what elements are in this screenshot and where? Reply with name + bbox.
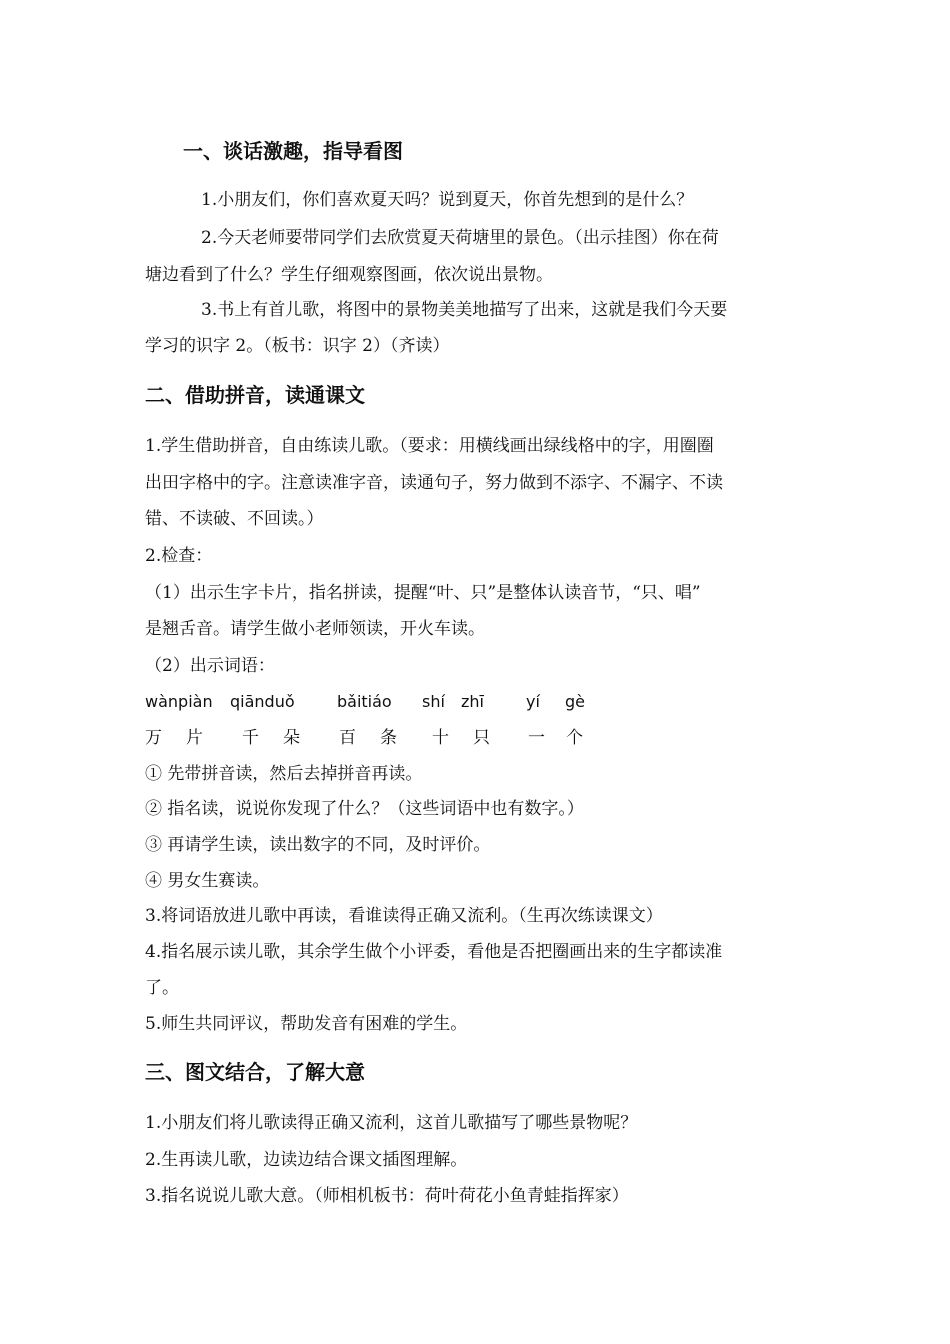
- section3-line-1: 1.小朋友们将儿歌读得正确又流利，这首儿歌描写了哪些景物呢？: [145, 1113, 638, 1133]
- section2-line-8: 3.将词语放进儿歌中再读，看谁读得正确又流利。（生再次练读课文）: [145, 906, 663, 926]
- section2-line-5: （1）出示生字卡片，指名拼读，提醒“叶、只”是整体认读音节，“只、唱”: [145, 583, 701, 603]
- pinyin-3: bǎitiáo: [337, 692, 392, 711]
- section2-line-10: 了。: [145, 978, 179, 998]
- pinyin-6: yí: [526, 692, 540, 711]
- section2-line-9: 4.指名展示读儿歌，其余学生做个小评委，看他是否把圈画出来的生字都读准: [145, 942, 723, 962]
- section2-step-2: ② 指名读，说说你发现了什么？（这些词语中也有数字。）: [145, 799, 584, 819]
- section2-step-1: ① 先带拼音读，然后去掉拼音再读。: [145, 764, 423, 784]
- word-6: 条: [380, 728, 397, 748]
- section1-line-4: 3.书上有首儿歌，将图中的景物美美地描写了出来，这就是我们今天要: [201, 300, 728, 320]
- section1-line-5: 学习的识字 2。（板书：识字 2）（齐读）: [145, 336, 450, 356]
- word-8: 只: [473, 728, 490, 748]
- section2-step-3: ③ 再请学生读，读出数字的不同，及时评价。: [145, 835, 491, 855]
- word-5: 百: [339, 728, 356, 748]
- pinyin-4: shí: [422, 692, 445, 711]
- word-9: 一: [528, 728, 545, 748]
- section2-heading: 二、借助拼音，读通课文: [145, 383, 365, 407]
- word-10: 个: [566, 728, 583, 748]
- section3-line-3: 3.指名说说儿歌大意。（师相机板书：荷叶荷花小鱼青蛙指挥家）: [145, 1186, 629, 1206]
- pinyin-2: qiānduǒ: [230, 692, 295, 711]
- word-7: 十: [432, 728, 449, 748]
- section2-line-4: 2.检查：: [145, 546, 213, 566]
- section2-line-11: 5.师生共同评议，帮助发音有困难的学生。: [145, 1014, 468, 1034]
- pinyin-5: zhī: [461, 692, 484, 711]
- section2-line-1: 1.学生借助拼音，自由练读儿歌。（要求：用横线画出绿线格中的字，用圈圈: [145, 436, 714, 456]
- section3-line-2: 2.生再读儿歌，边读边结合课文插图理解。: [145, 1150, 468, 1170]
- section2-line-3: 错、不读破、不回读。）: [145, 509, 324, 529]
- section1-line-3: 塘边看到了什么？学生仔细观察图画，依次说出景物。: [145, 265, 553, 285]
- section1-line-1: 1.小朋友们，你们喜欢夏天吗？说到夏天，你首先想到的是什么？: [201, 190, 694, 210]
- section2-step-4: ④ 男女生赛读。: [145, 871, 270, 891]
- word-3: 千: [242, 728, 259, 748]
- word-1: 万: [145, 728, 162, 748]
- section2-line-6: 是翘舌音。请学生做小老师领读，开火车读。: [145, 619, 485, 639]
- section1-heading: 一、谈话激趣，指导看图: [183, 139, 403, 163]
- section2-line-2: 出田字格中的字。注意读准字音，读通句子，努力做到不添字、不漏字、不读: [145, 473, 723, 493]
- word-2: 片: [186, 728, 203, 748]
- section2-line-7: （2）出示词语：: [145, 656, 275, 676]
- word-4: 朵: [283, 728, 300, 748]
- section1-line-2: 2.今天老师要带同学们去欣赏夏天荷塘里的景色。（出示挂图）你在荷: [201, 228, 719, 248]
- pinyin-1: wànpiàn: [145, 692, 213, 711]
- section3-heading: 三、图文结合，了解大意: [145, 1060, 365, 1084]
- pinyin-7: gè: [565, 692, 585, 711]
